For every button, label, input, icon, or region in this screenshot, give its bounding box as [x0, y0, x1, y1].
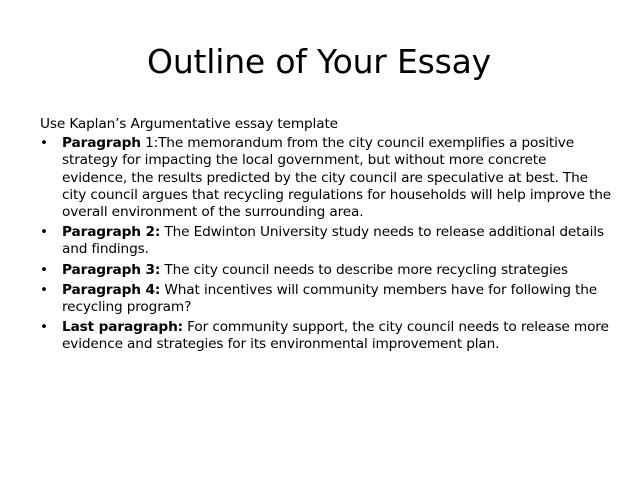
bullet-icon: • — [40, 319, 48, 336]
slide-title: Outline of Your Essay — [147, 42, 491, 81]
bullet-icon: • — [40, 135, 48, 152]
bullet-label: Paragraph 3: — [62, 261, 161, 278]
bullet-text: 1:The memorandum from the city council exemplifies a positive strategy for impacting the local government, but without more concrete evidence, the results predicted by the city council are speculative at best. The city council argues that recycling regulations for households will help improve the overall environment of the surrounding area. — [62, 135, 612, 221]
bullet-icon: • — [40, 281, 48, 298]
list-item — [40, 319, 615, 353]
list-item — [40, 135, 615, 221]
list-item — [40, 282, 615, 316]
intro-text: Use Kaplan’s Argumentative essay template — [40, 116, 338, 132]
list-item — [40, 224, 615, 258]
bullet-icon: • — [40, 261, 48, 278]
bullet-text: What incentives will community members have for following the recycling program? — [62, 281, 598, 316]
bullet-label: Last paragraph: — [62, 319, 183, 336]
bullet-icon: • — [40, 224, 48, 241]
bullet-label: Paragraph — [62, 135, 141, 152]
bullet-text: For community support, the city council needs to release more evidence and strategies for its environmental improvement plan. — [62, 319, 609, 353]
bullet-text: The Edwinton University study needs to release additional details and findings. — [62, 224, 604, 258]
bullet-text: The city council needs to describe more recycling strategies — [160, 261, 568, 278]
list-item — [40, 262, 615, 279]
bullet-label: Paragraph 2: — [62, 224, 161, 241]
bullet-label: Paragraph 4: — [62, 281, 161, 298]
bullet-list — [40, 135, 615, 353]
slide-content — [40, 116, 615, 357]
